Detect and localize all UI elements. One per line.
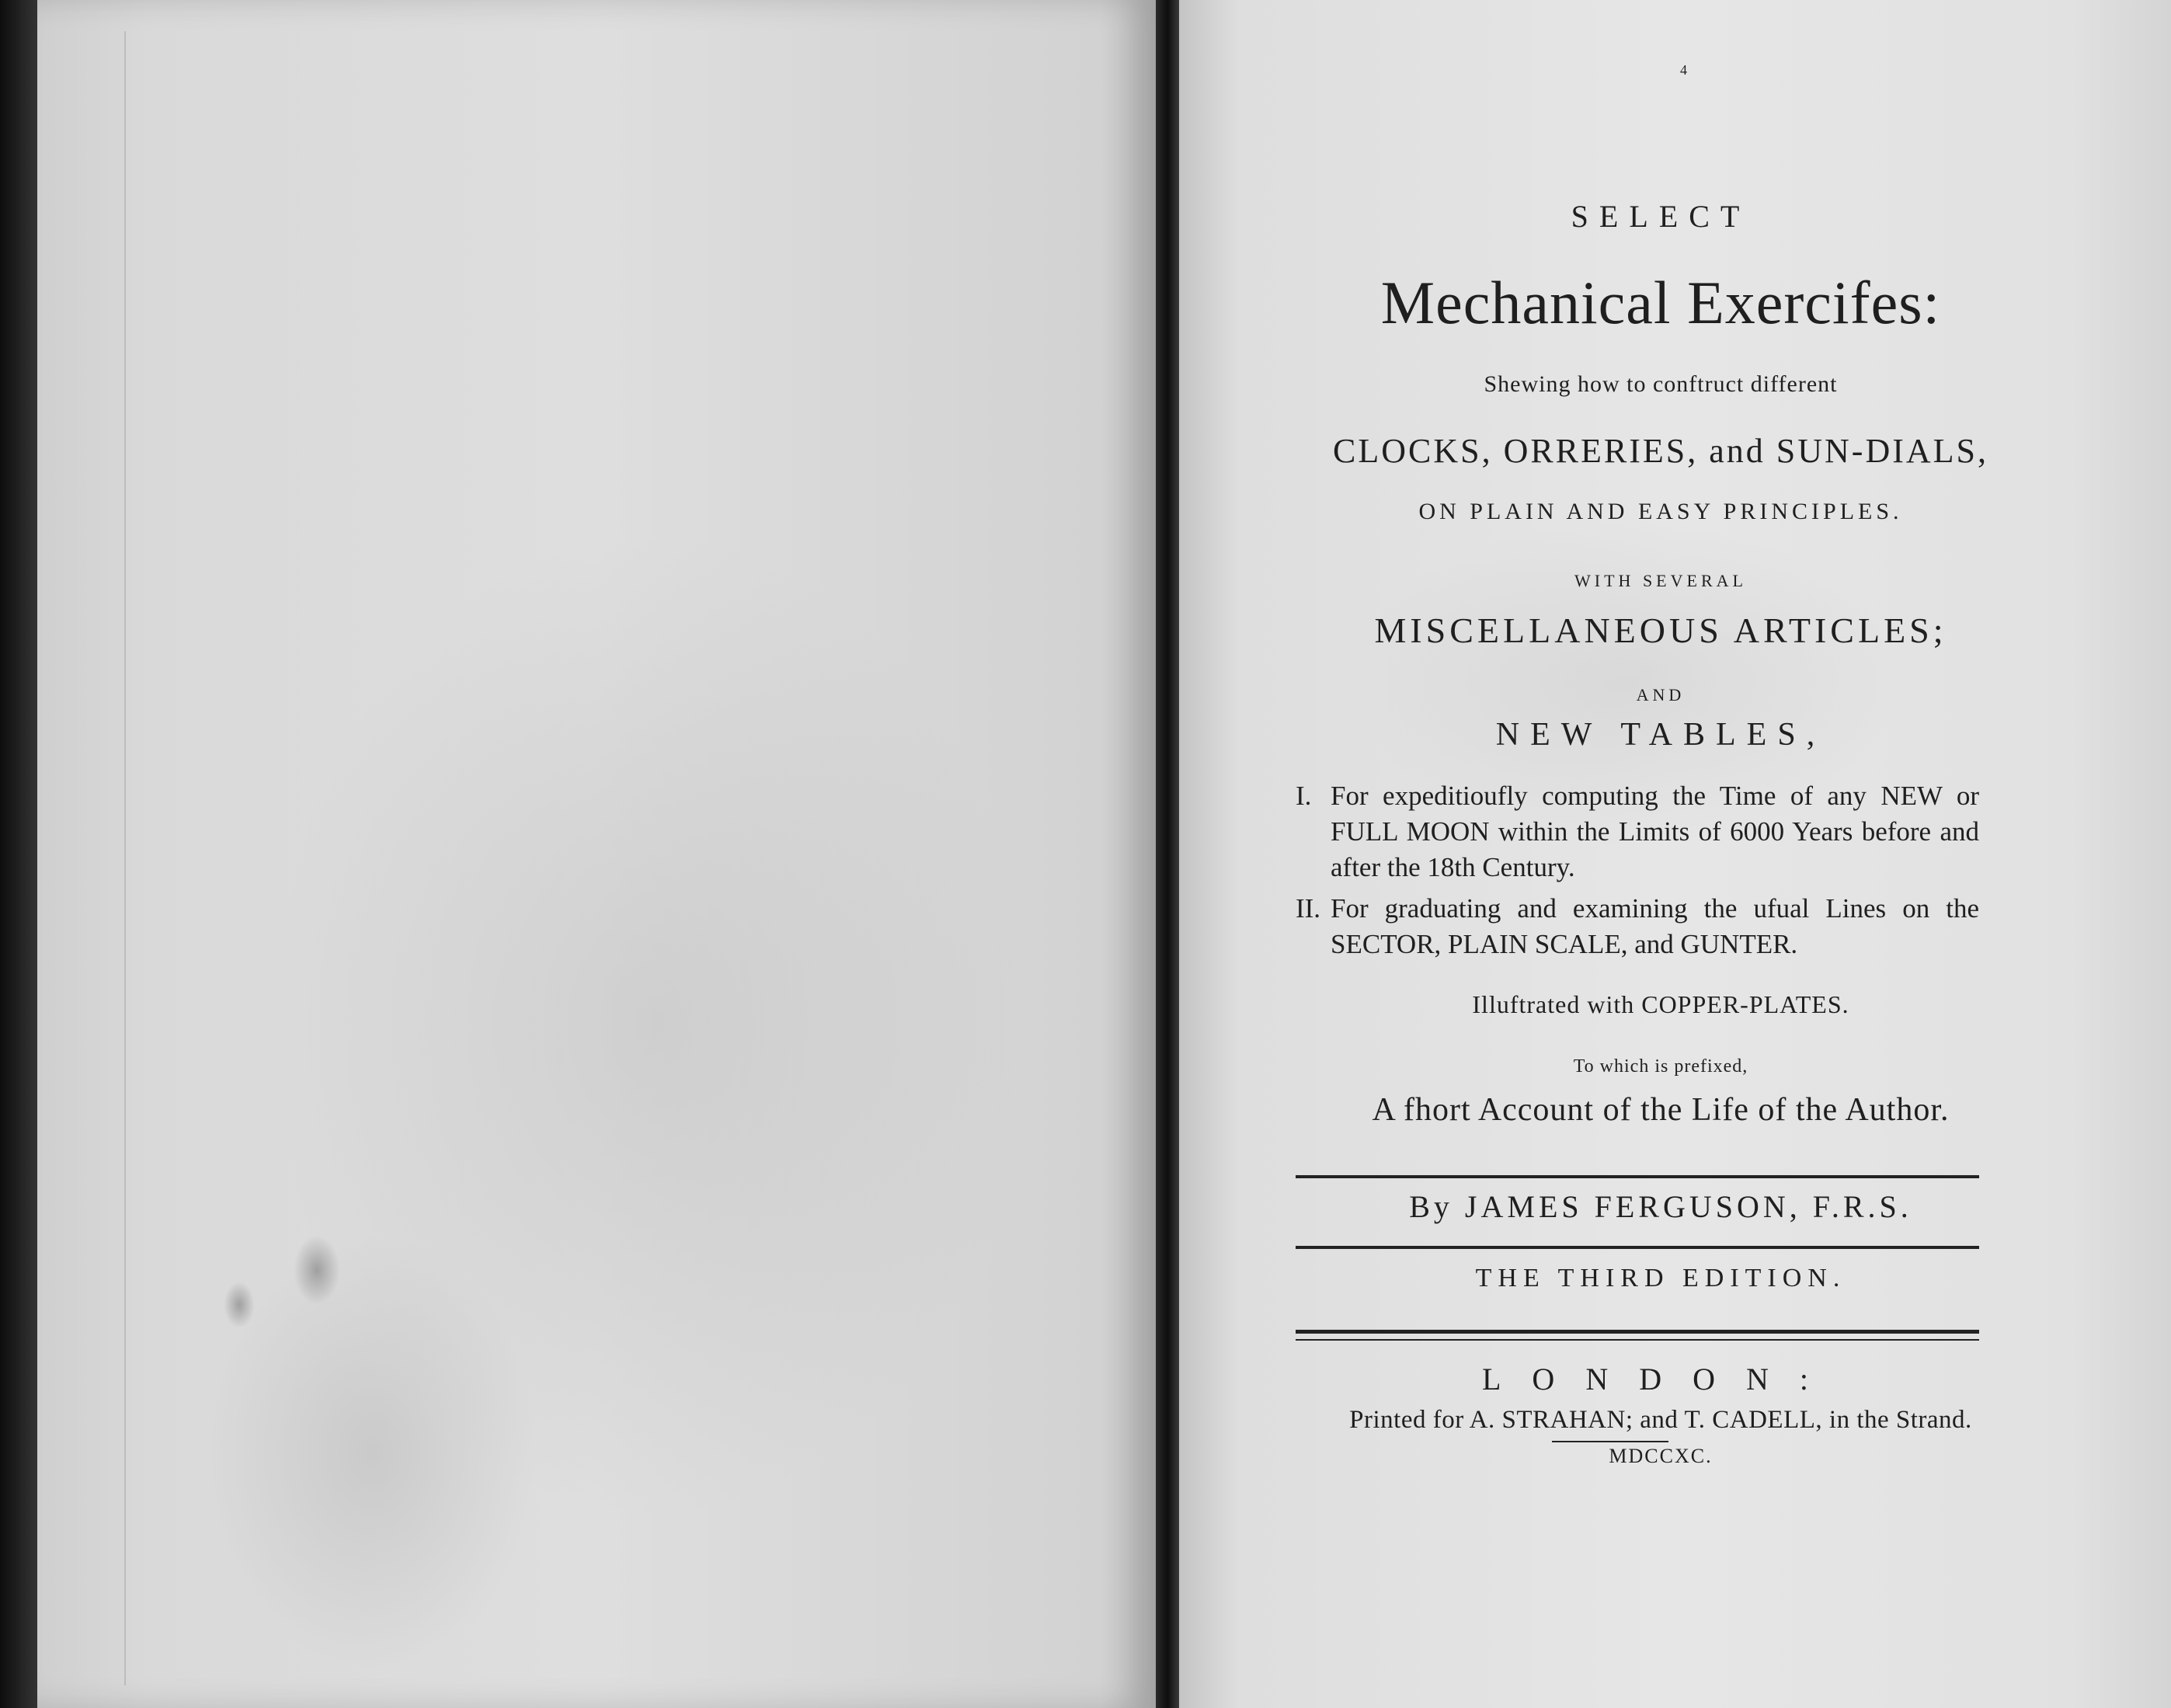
with-several: WITH SEVERAL bbox=[1574, 571, 1747, 590]
page-mark: 4 bbox=[1680, 62, 1687, 78]
rule-line bbox=[1296, 1175, 1979, 1178]
main-title: Mechanical Exercifes: bbox=[1380, 269, 1941, 336]
book-gutter bbox=[1156, 0, 1179, 1708]
item-number: I. bbox=[1296, 781, 1312, 811]
item-text: For expeditioufly computing the Time of any NEW or FULL MOON within the Limits of 6000 Years before and after the 18th Century. bbox=[1331, 781, 1979, 882]
page-edge-line bbox=[124, 31, 126, 1685]
foxing-stain bbox=[294, 1235, 340, 1305]
misc-articles: MISCELLANEOUS ARTICLES; bbox=[1374, 610, 1947, 650]
new-tables: NEW TABLES, bbox=[1495, 717, 1826, 753]
foxing-stain bbox=[224, 1282, 255, 1328]
imprint-city: LONDON: bbox=[1482, 1362, 1839, 1397]
subtitle-clocks: CLOCKS, ORRERIES, and SUN-DIALS, bbox=[1332, 432, 1989, 470]
double-rule-thick bbox=[1296, 1330, 1979, 1334]
and-text: AND bbox=[1636, 685, 1686, 704]
imprint-date: MDCCXC. bbox=[1609, 1445, 1713, 1467]
author-line: By JAMES FERGUSON, F.R.S. bbox=[1409, 1189, 1912, 1224]
select-heading: SELECT bbox=[1571, 199, 1751, 234]
subtitle-principles: ON PLAIN AND EASY PRINCIPLES. bbox=[1418, 499, 1903, 524]
left-blank-page bbox=[37, 0, 1156, 1708]
edition-line: THE THIRD EDITION. bbox=[1475, 1264, 1846, 1292]
item-text: For graduating and examining the ufual Lines on the SECTOR, PLAIN SCALE, and GUNTER. bbox=[1331, 893, 1979, 959]
item-number: II. bbox=[1296, 893, 1321, 924]
subtitle-shewing: Shewing how to conftruct different bbox=[1484, 371, 1838, 397]
imprint-printer: Printed for A. STRAHAN; and T. CADELL, in the Strand. bbox=[1349, 1406, 1972, 1434]
prefixed-line: To which is prefixed, bbox=[1573, 1056, 1748, 1077]
title-page bbox=[1179, 0, 2171, 1708]
rule-line bbox=[1296, 1246, 1979, 1249]
double-rule-thin bbox=[1296, 1339, 1979, 1341]
illustrated-line: Illuftrated with COPPER-PLATES. bbox=[1472, 990, 1849, 1018]
short-account-line: A fhort Account of the Life of the Author. bbox=[1372, 1092, 1950, 1128]
title-page-text bbox=[1272, 0, 2049, 1708]
short-rule bbox=[1552, 1441, 1668, 1442]
